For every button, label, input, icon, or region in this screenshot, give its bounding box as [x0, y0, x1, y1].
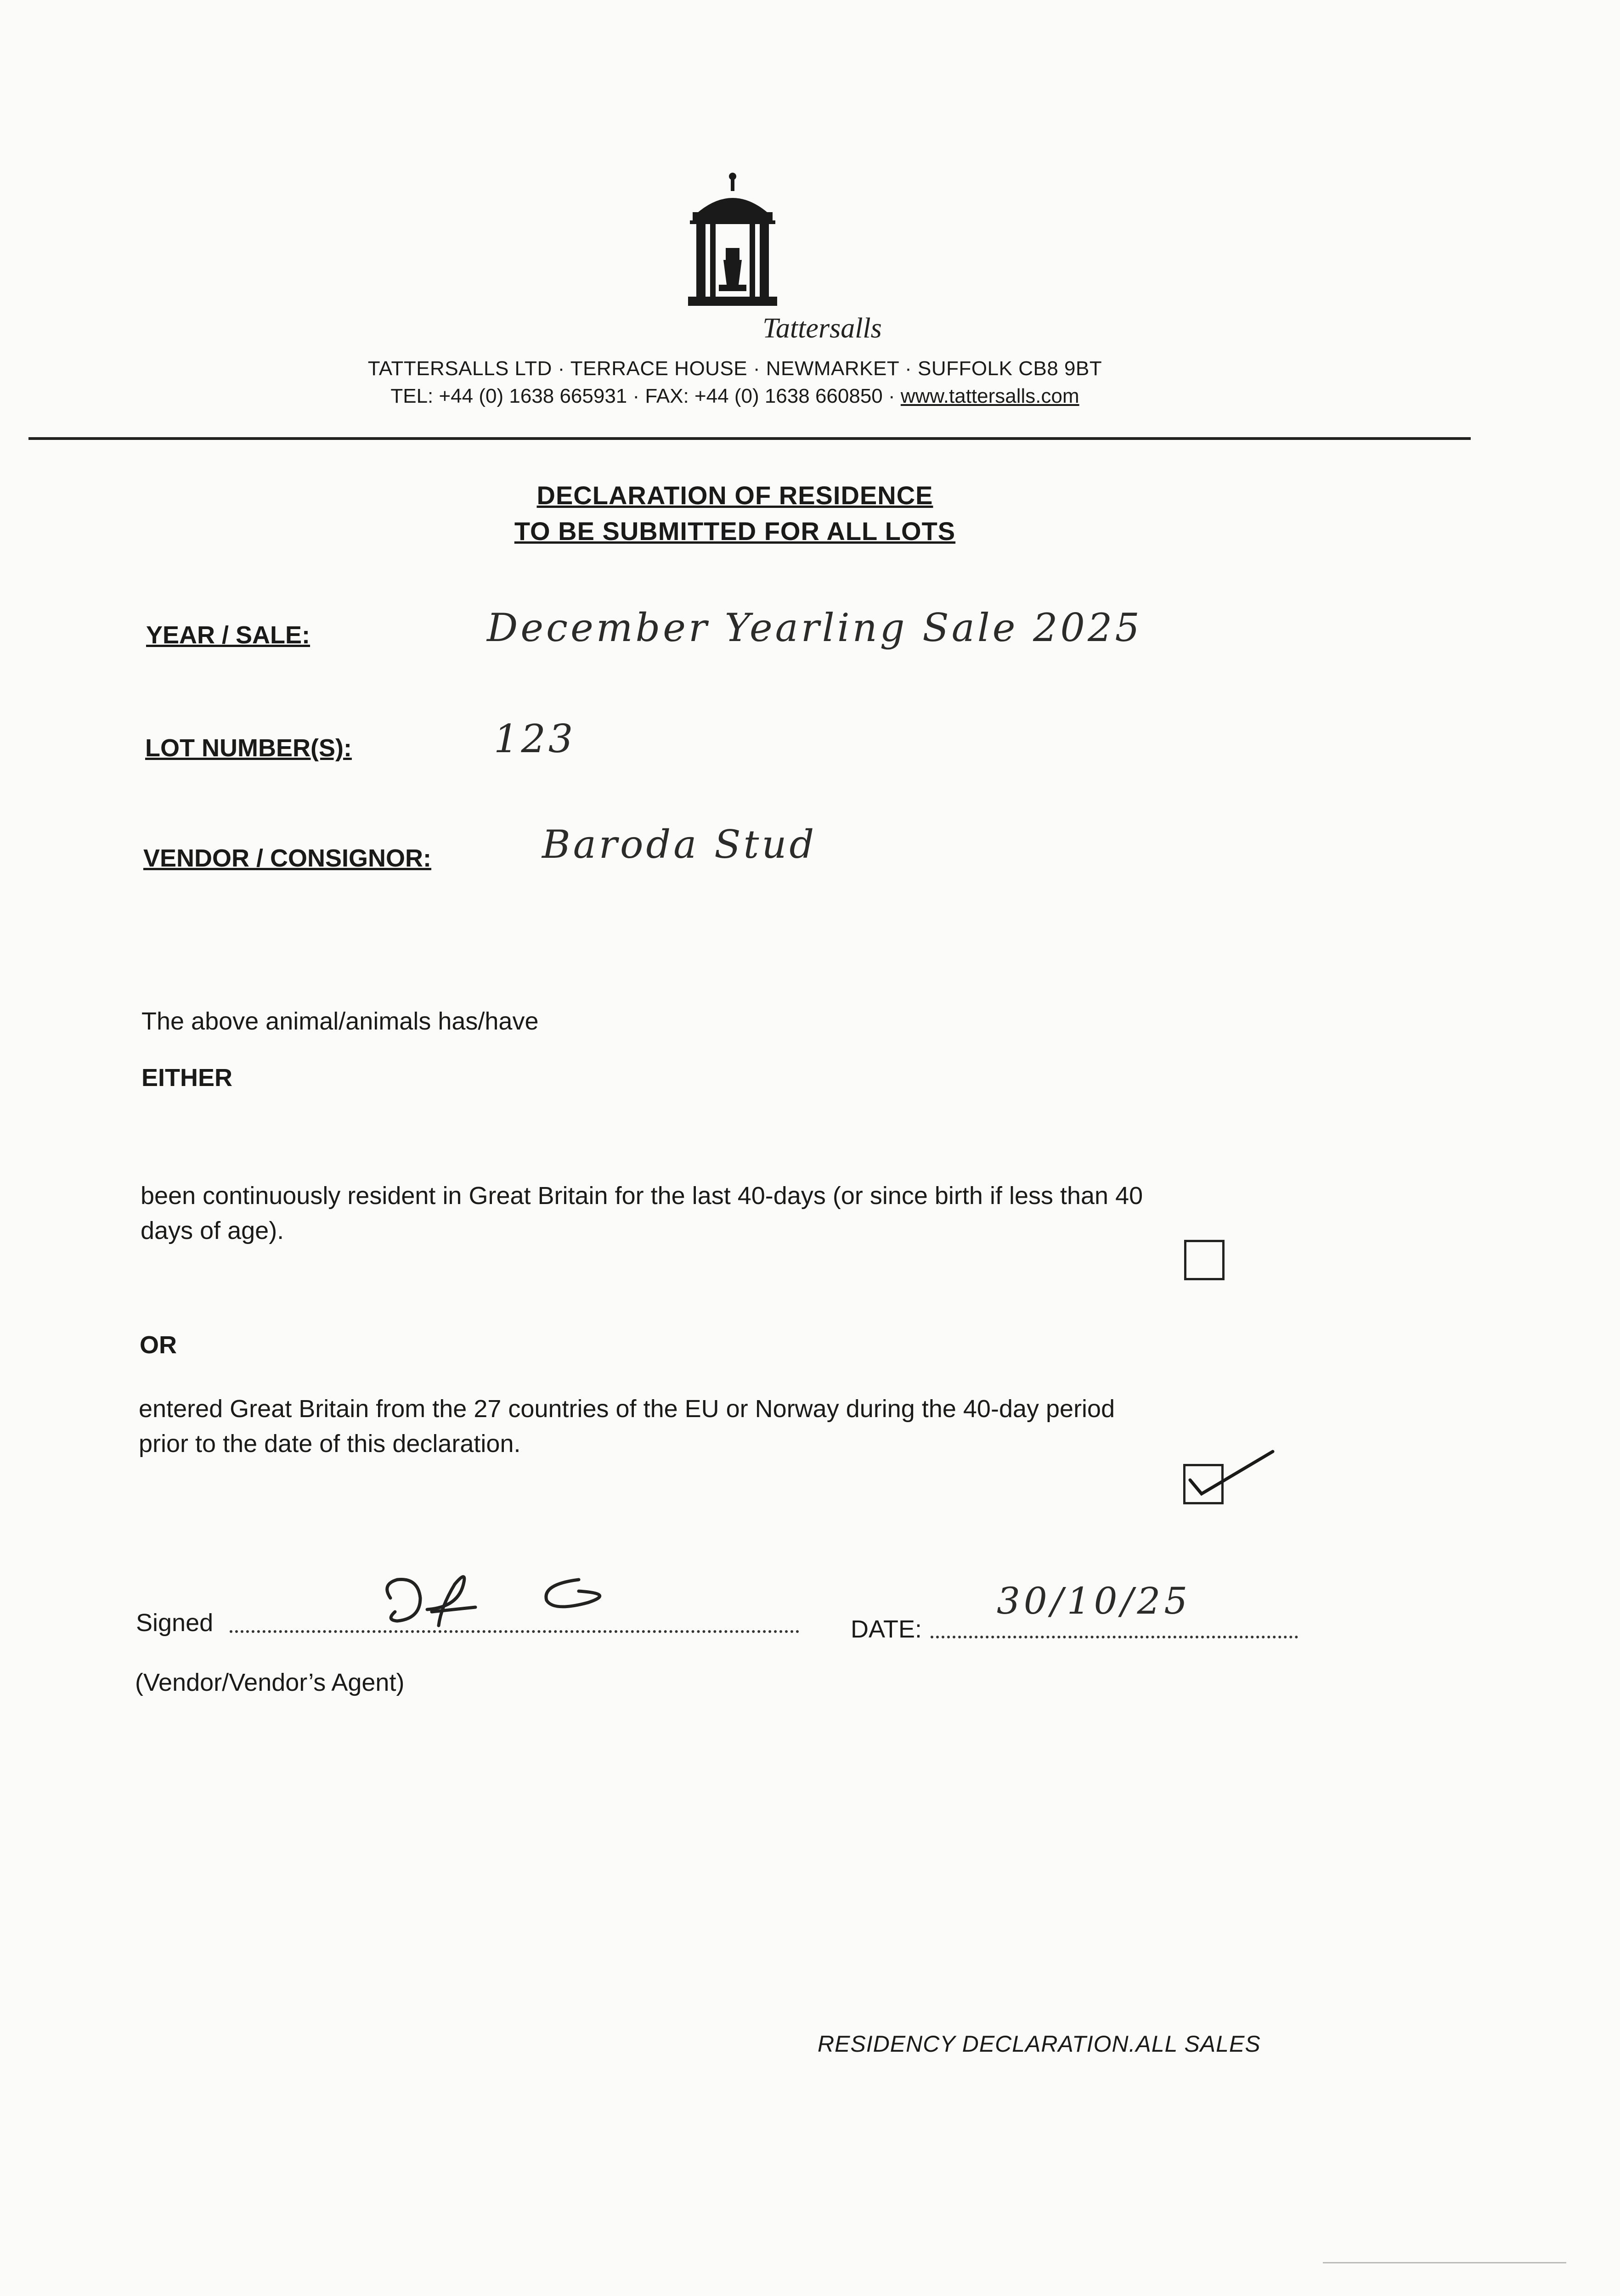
signed-label: Signed	[136, 1609, 214, 1637]
header-divider	[28, 437, 1471, 440]
date-label: DATE:	[851, 1615, 922, 1643]
option2-checkbox[interactable]	[1183, 1464, 1224, 1504]
handwritten-signature	[377, 1566, 661, 1635]
check-mark-icon	[1181, 1448, 1273, 1498]
form-title-line2: TO BE SUBMITTED FOR ALL LOTS	[514, 517, 956, 546]
either-label: EITHER	[141, 1064, 233, 1092]
lot-number-value[interactable]: 123	[494, 716, 576, 761]
lot-number-label: LOT NUMBER(S):	[145, 734, 352, 762]
option1-line2: days of age).	[141, 1217, 284, 1244]
year-sale-label: YEAR / SALE:	[146, 621, 310, 649]
form-title	[413, 478, 1056, 549]
option1-checkbox[interactable]	[1184, 1240, 1225, 1280]
option1-line1: been continuously resident in Great Britain for the last 40-days (or since birth if less than 40	[141, 1182, 1143, 1210]
year-sale-value[interactable]: December Yearling Sale 2025	[487, 605, 1142, 650]
vendor-label: VENDOR / CONSIGNOR:	[143, 844, 432, 872]
option2-line2: prior to the date of this declaration.	[139, 1430, 521, 1458]
option2-line1: entered Great Britain from the 27 countries of the EU or Norway during the 40-day period	[139, 1395, 1115, 1423]
signer-role: (Vendor/Vendor’s Agent)	[135, 1669, 405, 1696]
date-line	[931, 1631, 1298, 1638]
or-label: OR	[140, 1331, 177, 1359]
brand-name: Tattersalls	[762, 313, 882, 344]
form-name: RESIDENCY DECLARATION.ALL SALES	[818, 2031, 1261, 2057]
contact-details	[276, 385, 1194, 408]
date-value[interactable]: 30/10/25	[997, 1580, 1191, 1622]
company-address: TATTERSALLS LTD · TERRACE HOUSE · NEWMARKET · SUFFOLK CB8 9BT	[367, 357, 1102, 380]
phone-fax: TEL: +44 (0) 1638 665931 · FAX: +44 (0) 1638 660850 ·	[390, 385, 901, 407]
tattersalls-logo	[680, 170, 785, 308]
declaration-intro: The above animal/animals has/have	[141, 1007, 539, 1035]
website-link[interactable]: www.tattersalls.com	[900, 385, 1079, 407]
option1-text	[141, 1178, 1473, 1248]
form-title-line1: DECLARATION OF RESIDENCE	[536, 481, 933, 510]
page-edge-mark	[1323, 2262, 1566, 2263]
vendor-value[interactable]: Baroda Stud	[542, 822, 817, 867]
